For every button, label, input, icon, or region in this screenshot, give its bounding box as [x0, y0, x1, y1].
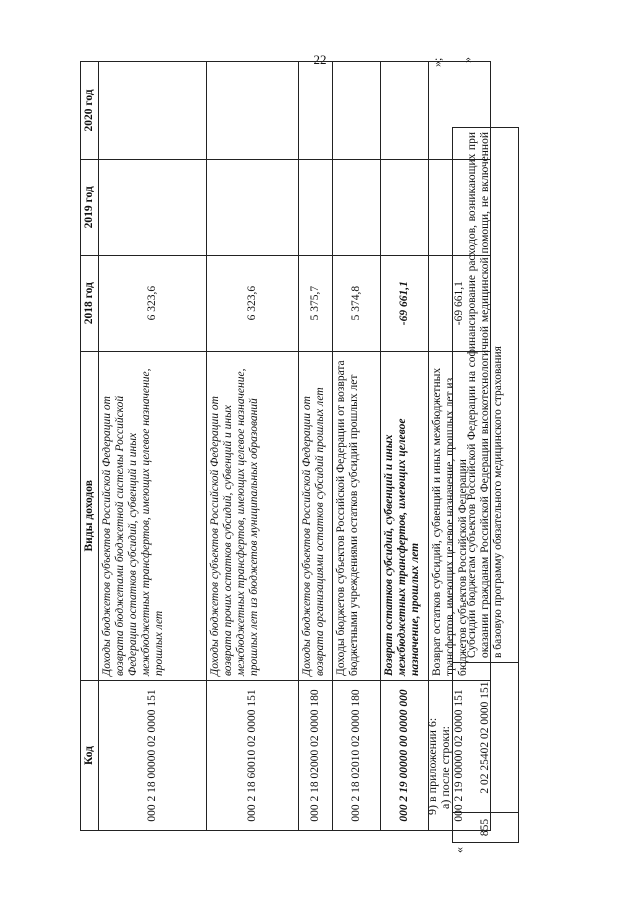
close-quote: » — [460, 57, 474, 63]
table-row — [381, 62, 429, 831]
table-row — [453, 128, 519, 843]
header-2020: 2020 год — [81, 62, 99, 160]
row-code: 000 2 19 00000 00 0000 000 — [381, 681, 429, 831]
row-2018: -69 661,1 — [429, 255, 491, 351]
row-code: 000 2 18 60010 02 0000 151 — [207, 681, 299, 831]
row-2019 — [207, 159, 299, 255]
row-code: 2 02 25402 02 0000 151 — [453, 663, 519, 813]
row-2018: 6 323,6 — [99, 255, 207, 351]
page-number: 22 — [313, 52, 327, 67]
row-2020 — [207, 62, 299, 160]
header-name: Виды доходов — [81, 351, 99, 680]
row-2018: 6 323,6 — [207, 255, 299, 351]
row-2020 — [99, 62, 207, 160]
row-code: 000 2 18 00000 02 0000 151 — [99, 681, 207, 831]
row-2019 — [99, 159, 207, 255]
row-code: 000 2 18 02000 02 0000 180 — [299, 681, 333, 831]
row-name: Доходы бюджетов субъектов Российской Федерации от возврата бюджетными учреждениями остатков субсидий прошлых лет — [333, 351, 381, 680]
row-name: Доходы бюджетов субъектов Российской Федерации от возврата бюджетами бюджетной системы Российской Федерации остатков субсидий, субвенций и иных межбюджетных трансфертов, имеющих целевое назначение, прошлых лет — [99, 351, 207, 680]
row-2020 — [333, 62, 381, 160]
table-header-row — [81, 62, 99, 831]
row-code: 000 2 19 00000 02 0000 151 — [429, 681, 491, 831]
row-code: 000 2 18 02010 02 0000 180 — [333, 681, 381, 831]
closing-mark: »; — [430, 57, 444, 67]
header-code: Код — [81, 681, 99, 831]
subsidy-table — [452, 127, 519, 843]
table-row — [333, 62, 381, 831]
row-2019 — [381, 159, 429, 255]
item-9-text: 9) в приложении 6: — [425, 717, 439, 815]
revenue-table — [80, 61, 491, 831]
table-row — [99, 62, 207, 831]
row-name: Доходы бюджетов субъектов Российской Федерации от возврата организациями остатков субсидий прошлых лет — [299, 351, 333, 680]
row-2019 — [299, 159, 333, 255]
row-name: Доходы бюджетов субъектов Российской Федерации от возврата прочих остатков субсидий, субвенций и иных межбюджетных трансфертов, имеющих целевое назначение, прошлых лет из бюджетов муниципальных образований — [207, 351, 299, 680]
row-name: Возврат остатков субсидий, субвенций и иных межбюджетных трансфертов, имеющих целевое назначение, прошлых лет — [381, 351, 429, 680]
row-2018: 5 375,7 — [299, 255, 333, 351]
row-ministry-code: 855 — [453, 813, 519, 843]
row-name: Субсидии бюджетам субъектов Российской Федерации на софинансирование расходов, возникающих при оказании гражданам Российской Федерации высокотехнологичной медицинской помощи, не включенной в базовую программу обязательного медицинского страхования — [453, 128, 519, 663]
item-a-text: а) после строки: — [438, 726, 452, 809]
header-2018: 2018 год — [81, 255, 99, 351]
row-2018: 5 374,8 — [333, 255, 381, 351]
table-row — [299, 62, 333, 831]
row-name: Возврат остатков субсидий, субвенций и иных межбюджетных трансфертов, имеющих целевое назначение, прошлых лет из бюджетов субъектов Российской Федерации — [429, 351, 491, 680]
table-row — [207, 62, 299, 831]
row-2020 — [381, 62, 429, 160]
open-quote: « — [452, 847, 466, 853]
row-2018: -69 661,1 — [381, 255, 429, 351]
header-2019: 2019 год — [81, 159, 99, 255]
row-2020 — [299, 62, 333, 160]
row-2019 — [333, 159, 381, 255]
